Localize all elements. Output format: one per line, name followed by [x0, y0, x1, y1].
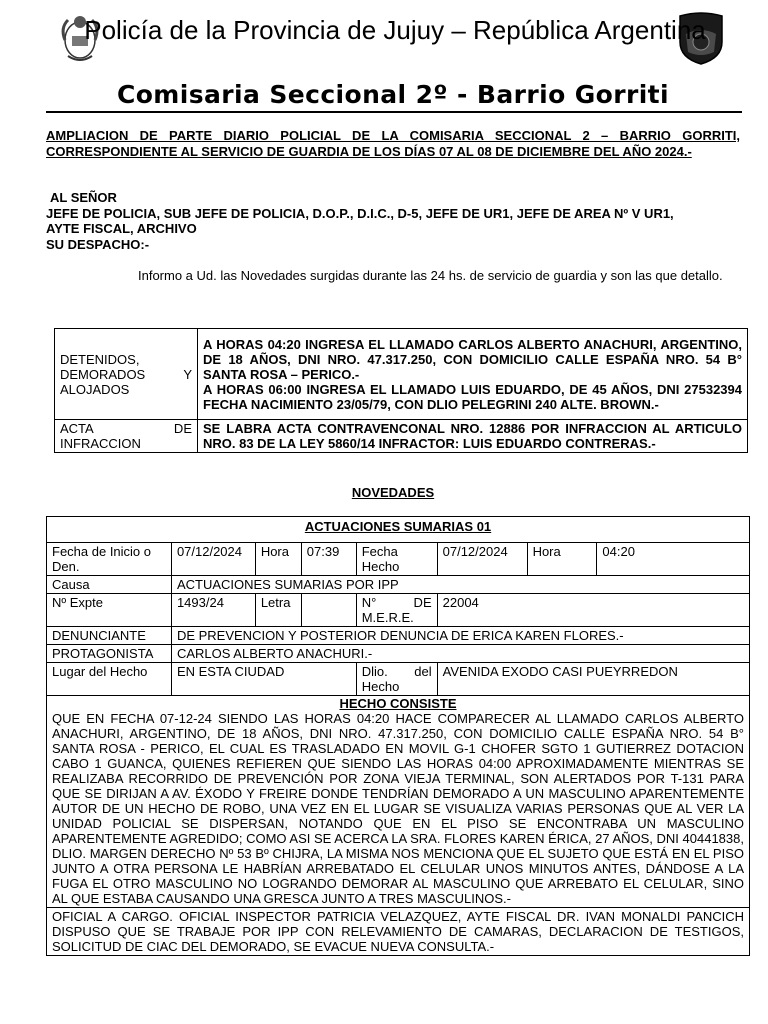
- acta-entry: SE LABRA ACTA CONTRAVENCONAL NRO. 12886 POR INFRACCION AL ARTICULO NRO. 83 DE LA LEY 5860/14 INFRACTOR: LUIS EDUARDO CONTRERAS.-: [203, 421, 742, 451]
- acta-value-cell: [198, 420, 748, 453]
- denunciante-value: DE PREVENCION Y POSTERIOR DENUNCIA DE ERICA KAREN FLORES.-: [171, 627, 749, 645]
- novedades-heading: NOVEDADES: [351, 485, 435, 500]
- hecho-consiste-text: QUE EN FECHA 07-12-24 SIENDO LAS HORAS 04:20 HACE COMPARECER AL LLAMADO CARLOS ALBERTO ANACHURI, ARGENTINO, DE 18 AÑOS, DNI NRO. 47.317.250, CON DOMICILIO CALLE ESPAÑA NRO. 54 B° SANTA ROSA - PERICO, EL CUAL ES TRASLADADO EN MOVIL G-1 CHOFER SGTO 1 GUTIERREZ DOTACION CABO 1 GUANCA, QUIENES REFIEREN QUE SIENDO LAS HORAS 04:00 APROXIMADAMENTE MIENTRAS SE REALIZABA RECORRIDO DE PREVENCIÓN POR ZONA VIEJA TERMINAL, SON ALERTADOS POR T-131 PARA QUE SE DIRIJAN A AV. ÉXODO Y FREIRE DONDE TENDRÍAN DEMORADO A UN MASCULINO APARENTEMENTE AUTOR DE UN HECHO DE ROBO, UNA VEZ EN EL LUGAR SE VISUALIZA VARIAS PERSONAS QUE AL VER LA UNIDAD POLICIAL SE DISPERSAN, NOTANDO QUE EN EL PISO SE ENCONTRABA UN MASCULINO APARENTEMENTE AGREDIDO; COMO ASI SE ACERCA LA SRA. FLORES KAREN ÉRICA, 27 AÑOS, DNI 40441838, DLIO. MARGEN DERECHO Nº 53 Bº CHIJRA, LA MISMA NOS MENCIONA QUE EL SUJETO QUE ESTÁ EN EL PISO JUNTO A OTRA PERSONA LE HABRÍAN ARREBATADO EL CELULAR UNOS MINUTOS ANTES, DÁNDOSE A LA FUGA EL OTRO MASCULINO NO LOGRANDO DEMORAR AL MASCULINO QUE ARREBATO EL CELULAR, SINO AL QUE ESTABA CAUSANDO UNA GRESCA JUNTO A TRES MASCULINOS.-: [52, 711, 744, 906]
- summary-row-detenidos: [55, 329, 748, 420]
- informo-paragraph: Informo a Ud. las Novedades surgidas durante las 24 hs. de servicio de guardia y son las que detallo.: [138, 268, 723, 283]
- addressee-line-1: AL SEÑOR: [50, 190, 117, 205]
- mere-label: N° DE M.E.R.E.: [356, 594, 437, 627]
- addressee-line-4: SU DESPACHO:-: [46, 236, 150, 252]
- acta-label: ACTA DE INFRACCION: [60, 421, 192, 451]
- fecha-inicio-value: 07/12/2024: [171, 543, 255, 576]
- fecha-hecho-value: 07/12/2024: [437, 543, 527, 576]
- document-subtitle: Comisaria Seccional 2º - Barrio Gorriti: [116, 80, 669, 109]
- header-divider: [46, 111, 742, 113]
- protagonista-value: CARLOS ALBERTO ANACHURI.-: [171, 645, 749, 663]
- acta-label-cell: [55, 420, 198, 453]
- addressee-line-3: AYTE FISCAL, ARCHIVO: [46, 221, 197, 236]
- letra-value: [301, 594, 356, 627]
- hecho-consiste-cell: [47, 696, 750, 908]
- actuaciones-title: ACTUACIONES SUMARIAS 01: [47, 517, 750, 543]
- detenidos-entry-2: A HORAS 06:00 INGRESA EL LLAMADO LUIS EDUARDO, DE 45 AÑOS, DNI 27532394 FECHA NACIMIENTO 23/05/79, CON DLIO PELEGRINI 240 ALTE. BROWN.-: [203, 381, 742, 412]
- summary-table: [54, 328, 748, 453]
- fecha-hecho-label: Fecha Hecho: [356, 543, 437, 576]
- addressee-block: [46, 190, 766, 252]
- lugar-label: Lugar del Hecho: [47, 663, 172, 696]
- dlio-value: AVENIDA EXODO CASI PUEYRREDON: [437, 663, 749, 696]
- fecha-inicio-label: Fecha de Inicio o Den.: [47, 543, 172, 576]
- mere-value: 22004: [437, 594, 749, 627]
- detenidos-label: DETENIDOS, DEMORADOS Y ALOJADOS: [60, 351, 192, 397]
- hora2-value: 04:20: [597, 543, 750, 576]
- hora-value: 07:39: [301, 543, 356, 576]
- causa-value: ACTUACIONES SUMARIAS POR IPP: [171, 576, 749, 594]
- intro-heading: AMPLIACION DE PARTE DIARIO POLICIAL DE LA COMISARIA SECCIONAL 2 – BARRIO GORRITI, CORRESPONDIENTE AL SERVICIO DE GUARDIA DE LOS DÍAS 07 AL 08 DE DICIEMBRE DEL AÑO 2024.-: [46, 128, 740, 159]
- hora2-label: Hora: [527, 543, 597, 576]
- lugar-value: EN ESTA CIUDAD: [171, 663, 356, 696]
- dlio-label: Dlio. del Hecho: [356, 663, 437, 696]
- document-title: Policía de la Provincia de Jujuy – República Argentina: [84, 15, 706, 45]
- letra-label: Letra: [255, 594, 301, 627]
- hora-label: Hora: [255, 543, 301, 576]
- hecho-consiste-title: HECHO CONSISTE: [339, 696, 457, 711]
- denunciante-label: DENUNCIANTE: [47, 627, 172, 645]
- oficial-a-cargo-text: OFICIAL A CARGO. OFICIAL INSPECTOR PATRICIA VELAZQUEZ, AYTE FISCAL DR. IVAN MONALDI PANCICH DISPUSO QUE SE TRABAJE POR IPP CON RELEVAMIENTO DE CAMARAS, DECLARACION DE TESTIGOS, SOLICITUD DE CIAC DEL DEMORADO, SE EVACUE NUEVA CONSULTA.-: [47, 908, 750, 956]
- detenidos-entry-1: A HORAS 04:20 INGRESA EL LLAMADO CARLOS ALBERTO ANACHURI, ARGENTINO, DE 18 AÑOS, DNI NRO. 47.317.250, CON DOMICILIO CALLE ESPAÑA NRO. 54 B° SANTA ROSA – PERICO.-: [203, 336, 742, 382]
- expte-label: Nº Expte: [47, 594, 172, 627]
- protagonista-label: PROTAGONISTA: [47, 645, 172, 663]
- detenidos-label-cell: [55, 329, 198, 420]
- detenidos-value-cell: [198, 329, 748, 420]
- actuaciones-table: [46, 516, 750, 956]
- expte-value: 1493/24: [171, 594, 255, 627]
- addressee-line-2: JEFE DE POLICIA, SUB JEFE DE POLICIA, D.O.P., D.I.C., D-5, JEFE DE UR1, JEFE DE AREA Nº V UR1,: [46, 205, 674, 221]
- summary-row-acta: [55, 420, 748, 453]
- causa-label: Causa: [47, 576, 172, 594]
